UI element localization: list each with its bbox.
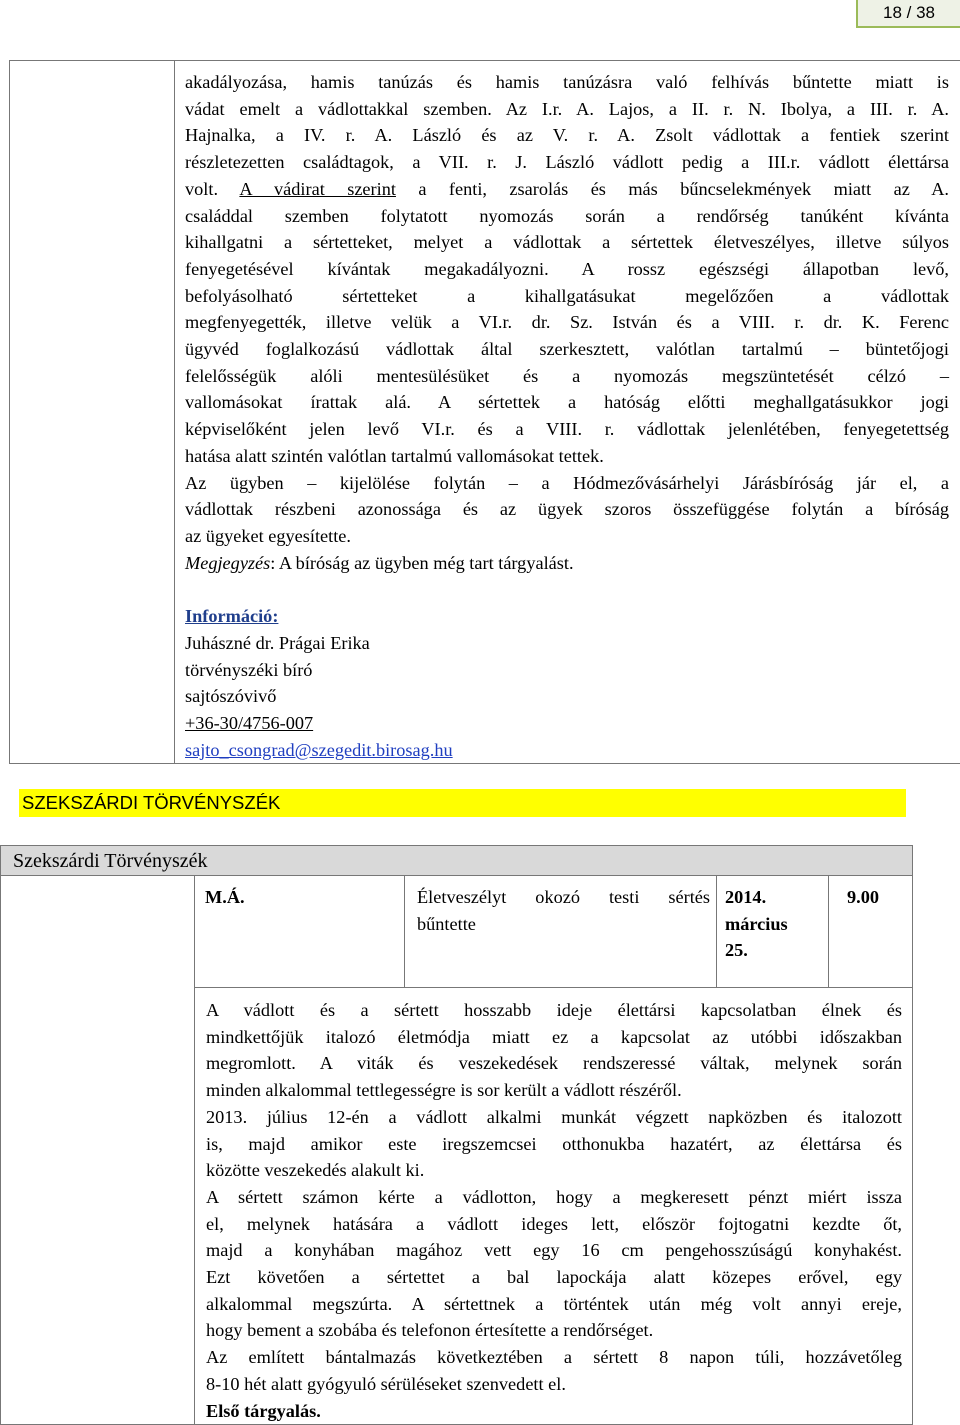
desc-line: közötte veszekedés alakult ki.	[206, 1160, 425, 1181]
article-line: felelősségük alóli mentesülésüket és a nyomozás megszüntetését célzó –	[185, 365, 949, 386]
court-header: Szekszárdi Törvényszék	[1, 846, 912, 876]
note-text: : A bíróság az ügyben még tart tárgyalást.	[270, 552, 574, 573]
case-description	[206, 997, 902, 1424]
article-content	[185, 69, 949, 764]
case-title-line: bűntette	[417, 913, 476, 934]
article-line	[185, 176, 949, 203]
desc-line: majd a konyhában magához vett egy 16 cm pengehosszúságú konyhakést.	[206, 1240, 902, 1261]
case-date-line: 2014.	[725, 887, 767, 907]
note-label: Megjegyzés	[185, 552, 271, 573]
case-date-line: március	[725, 913, 788, 934]
desc-line: A sértett számon kérte a vádlotton, hogy a megkeresett pénzt miért issza	[206, 1186, 902, 1207]
note-line	[185, 550, 949, 577]
article-line: megfenyegették, illetve velük a VI.r. dr. Sz. István és a VIII. r. dr. K. Ferenc	[185, 312, 949, 333]
desc-line: A vádlott és a sértett hosszabb ideje élettársi kapcsolatban élnek és	[206, 1000, 902, 1020]
desc-line: mindkettőjük italozó életmódja miatt ez a kapcsolat az utóbbi időszakban	[206, 1026, 902, 1047]
case-time-cell	[829, 876, 912, 987]
contact-name: Juhászné dr. Prágai Erika	[185, 633, 370, 654]
case-time: 9.00	[847, 887, 879, 907]
desc-line: alkalommal megszúrta. A sértettnek a történtek után még volt annyi ereje,	[206, 1293, 902, 1314]
article-line: kihallgatni a sértetteket, melyet a vádlottak a sértettek életveszélyes, illetve súlyos	[185, 232, 949, 253]
page-number: 18 / 38	[856, 0, 960, 28]
case-box	[0, 845, 913, 1425]
article-line: hatása alatt szintén valótlan tartalmú vallomásokat tettek.	[185, 445, 604, 466]
desc-line: minden alkalommal tettlegességre is sor került a vádlott részéről.	[206, 1080, 682, 1101]
article-line: fenyegetésével kívántak megakadályozni. A rossz egészségi állapotban levő,	[185, 258, 949, 279]
case-date-cell	[717, 876, 829, 987]
article-line: Hajnalka, a IV. r. A. László és az V. r. A. Zsolt vádlottak a fentiek szerint	[185, 125, 949, 146]
article-text: a fenti, zsarolás és más bűncselekmények miatt az A.	[395, 178, 949, 199]
article-line: akadályozása, hamis tanúzás és hamis tanúzásra való felhívás bűntette miatt is	[185, 72, 949, 92]
article-left-column	[10, 61, 175, 763]
indictment-underlined: A vádirat szerint	[239, 178, 396, 199]
court-banner: SZEKSZÁRDI TÖRVÉNYSZÉK	[19, 789, 906, 817]
article-line: vádat emelt a vádlottakkal szemben. Az I.r. A. Lajos, a II. r. N. Ibolya, a III. r. A.	[185, 98, 949, 119]
case-title-cell	[405, 876, 717, 987]
case-id-cell	[195, 876, 405, 987]
contact-info	[185, 603, 949, 763]
info-title: Információ:	[185, 606, 279, 627]
article-line: az ügyeket egyesítette.	[185, 525, 351, 546]
case-left-column	[1, 876, 195, 1424]
contact-role: sajtószóvivő	[185, 686, 277, 707]
contact-email-link[interactable]: sajto_csongrad@szegedit.birosag.hu	[185, 739, 453, 760]
desc-line: 2013. július 12-én a vádlott alkalmi munkát végzett napközben és italozott	[206, 1106, 902, 1127]
desc-line: hogy bement a szobába és telefonon értesítette a rendőrséget.	[206, 1320, 654, 1341]
article-box	[9, 60, 960, 764]
contact-phone[interactable]: +36-30/4756-007	[185, 713, 314, 734]
first-hearing: Első tárgyalás.	[206, 1400, 321, 1421]
desc-line: Ezt követően a sértettet a bal lapockája alatt közepes erővel, egy	[206, 1267, 902, 1288]
article-line: képviselőként jelen levő VI.r. és a VIII. r. vádlottak jelenlétében, fenyegetettség	[185, 419, 949, 440]
article-line: vádlottak részbeni azonossága és az ügyek szoros összefüggése folytán a bíróság	[185, 499, 949, 520]
article-line: ügyvéd foglalkozású vádlottak által szerkesztett, valótlan tartalmú – büntetőjogi	[185, 339, 949, 360]
desc-line: Az említett bántalmazás következtében a sértett 8 napon túli, hozzávetőleg	[206, 1347, 902, 1368]
contact-role: törvényszéki bíró	[185, 659, 313, 680]
article-line: részletezetten családtagok, a VII. r. J. László vádlott pedig a III.r. vádlott élettársa	[185, 152, 949, 173]
case-id: M.Á.	[205, 887, 245, 907]
article-line: családdal szemben folytatott nyomozás során a rendőrség tanúként kívánta	[185, 205, 949, 226]
case-date-line: 25.	[725, 940, 748, 961]
case-row	[195, 876, 912, 988]
article-line: befolyásolható sértetteket a kihallgatásukat megelőzően a vádlottak	[185, 285, 949, 306]
desc-line: megromlott. A viták és veszekedések rendszeressé váltak, melynek során	[206, 1053, 902, 1074]
desc-line: is, majd amikor este iregszemcsei otthonukba hazatért, az élettársa és	[206, 1133, 902, 1154]
article-text: volt.	[185, 178, 240, 199]
article-line: vallomásokat írattak alá. A sértettek a hatóság előtti meghallgatásukkor jogi	[185, 392, 949, 413]
desc-line: 8-10 hét alatt gyógyuló sérüléseket szenvedett el.	[206, 1373, 566, 1394]
case-title-line: Életveszélyt okozó testi sértés	[417, 887, 710, 907]
article-line: Az ügyben – kijelölése folytán – a Hódmezővásárhelyi Járásbíróság jár el, a	[185, 472, 949, 493]
desc-line: el, melynek hatására a vádlott ideges lett, először fojtogatni kezdte őt,	[206, 1213, 902, 1234]
